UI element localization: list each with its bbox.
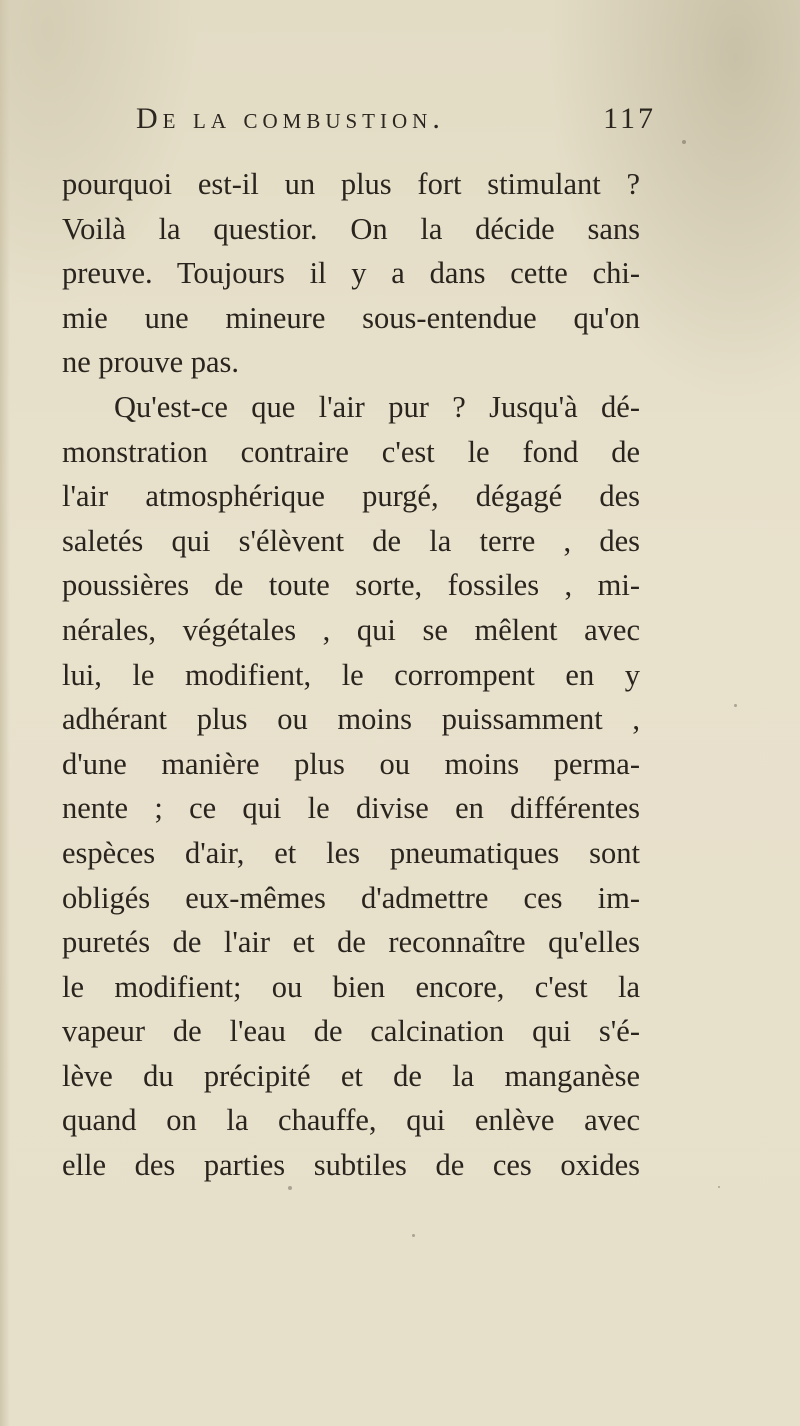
- text-line: pourquoi est-il un plus fort stimulant ?: [62, 167, 640, 201]
- paragraph-start-line: Qu'est-ce que l'air pur ? Jusqu'à dé-: [114, 389, 640, 424]
- text-line: espèces d'air, et les pneumatiques sont: [62, 835, 640, 870]
- text-line: adhérant plus ou moins puissamment ,: [62, 702, 640, 737]
- text-line: saletés qui s'élèvent de la terre , des: [62, 523, 640, 558]
- text-line: l'air atmosphérique purgé, dégagé des: [62, 479, 640, 514]
- text-line: le modifient; ou bien encore, c'est la: [62, 969, 640, 1004]
- text-line: nente ; ce qui le divise en différentes: [62, 791, 640, 826]
- paper-speck: [412, 1234, 415, 1237]
- text-line: d'une manière plus ou moins perma-: [62, 746, 640, 781]
- running-title: De la combustion.: [136, 102, 445, 135]
- text-line: mie une mineure sous-entendue qu'on: [62, 300, 640, 335]
- text-line: vapeur de l'eau de calcination qui s'é-: [62, 1014, 640, 1049]
- text-line: preuve. Toujours il y a dans cette chi-: [62, 256, 640, 291]
- text-line: nérales, végétales , qui se mêlent avec: [62, 612, 640, 647]
- page-header: [136, 102, 656, 146]
- paper-speck: [734, 704, 737, 707]
- text-line: Voilà la questior. On la décide sans: [62, 211, 640, 246]
- body-text: [62, 162, 640, 1188]
- text-line: lui, le modifient, le corrompent en y: [62, 657, 640, 692]
- text-line: ne prouve pas.: [62, 345, 240, 380]
- page-gutter: [0, 0, 10, 1426]
- text-line: monstration contraire c'est le fond de: [62, 434, 640, 469]
- text-line: obligés eux-mêmes d'admettre ces im-: [62, 880, 640, 915]
- paper-speck: [682, 140, 686, 144]
- page-number: 117: [603, 102, 656, 135]
- paper-speck: [718, 1186, 720, 1188]
- text-line: elle des parties subtiles de ces oxides: [62, 1148, 640, 1183]
- text-line: quand on la chauffe, qui enlève avec: [62, 1103, 640, 1138]
- text-line: puretés de l'air et de reconnaître qu'elles: [62, 925, 640, 960]
- text-line: poussières de toute sorte, fossiles , mi-: [62, 568, 640, 603]
- text-line: lève du précipité et de la manganèse: [62, 1058, 640, 1093]
- paper-speck: [288, 1186, 292, 1190]
